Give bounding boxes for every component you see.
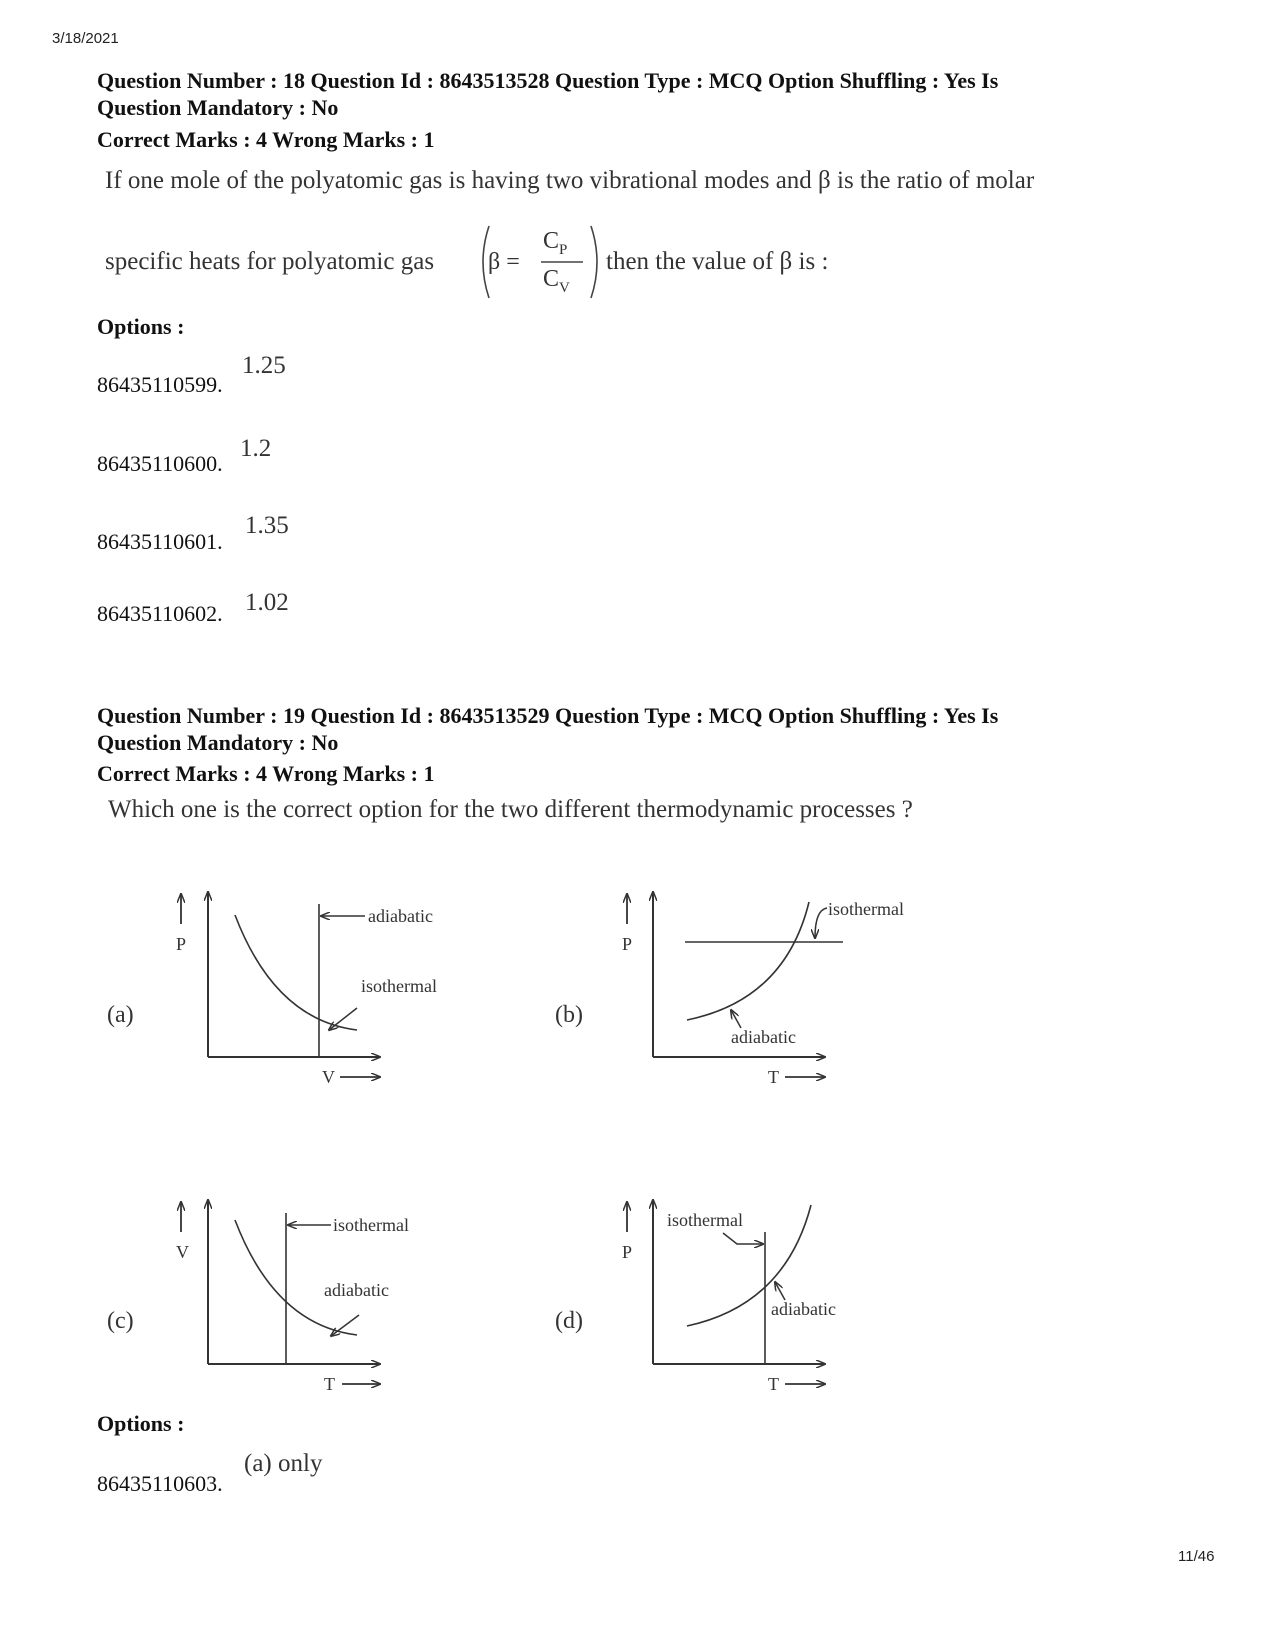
q18-denominator-c: C [543,266,560,292]
q19-graphs [95,880,904,1400]
graph-b [555,892,904,1087]
graph-a [107,892,437,1087]
q18-formula-beta: β = [488,249,520,275]
q19-text: Which one is the correct option for the two different thermodynamic processes ? [108,796,913,823]
graph-c-label: (c) [107,1308,134,1334]
q18-option-1-value[interactable]: 1.25 [242,352,286,379]
graph-d-y-label: P [622,1242,633,1262]
q18-option-2-value[interactable]: 1.2 [240,435,272,462]
graph-b-x-label: T [768,1067,779,1087]
graph-a-x-label: V [322,1067,335,1087]
graph-d-label: (d) [555,1308,583,1334]
q19-marks: Correct Marks : 4 Wrong Marks : 1 [97,761,435,786]
q18-option-3-id: 86435110601. [97,529,223,554]
graph-d-x-label: T [768,1374,779,1394]
graph-b-label: (b) [555,1002,583,1028]
graph-a-pointer-2 [329,1008,357,1030]
graph-c-y-label: V [176,1242,189,1262]
q18-option-4-value[interactable]: 1.02 [245,589,289,616]
graph-b-y-label: P [622,934,633,954]
q18-text-line2b: then the value of β is : [606,248,829,275]
q18-header [97,67,1157,121]
graph-d [555,1200,836,1394]
graph-a-pointer-label-2: isothermal [361,976,437,996]
print-date: 3/18/2021 [52,30,119,47]
page-number: 11/46 [1178,1548,1215,1565]
graph-b-pointer-label-1: isothermal [828,899,904,919]
graph-b-curve [687,902,809,1020]
graph-b-pointer-2 [731,1010,741,1028]
q18-formula-numerator [543,228,567,259]
q19-option-1-value[interactable]: (a) only [244,1450,323,1477]
q18-header-line2: Question Mandatory : No [97,95,339,120]
graph-c-curve [235,1220,357,1335]
graph-c [107,1200,409,1394]
graph-a-y-label: P [176,934,187,954]
q19-options-label: Options : [97,1411,185,1436]
q18-option-1-id: 86435110599. [97,372,223,397]
q18-option-3-value[interactable]: 1.35 [245,512,289,539]
q18-options-label: Options : [97,314,185,339]
graph-d-pointer-2 [775,1282,785,1300]
q18-marks: Correct Marks : 4 Wrong Marks : 1 [97,127,435,152]
q19-header-line2: Question Mandatory : No [97,730,339,755]
q18-option-4-id: 86435110602. [97,601,223,626]
q18-option-2-id: 86435110600. [97,451,223,476]
q18-header-line1: Question Number : 18 Question Id : 8643513528 Question Type : MCQ Option Shuffling : Yes Is [97,68,999,93]
graph-a-label: (a) [107,1002,134,1028]
graph-d-pointer-label-2: adiabatic [771,1299,836,1319]
graph-b-pointer-1 [815,908,827,938]
q18-denominator-sub: V [559,279,570,296]
graph-a-curve [235,915,357,1030]
graph-c-pointer-label-1: isothermal [333,1215,409,1235]
q18-text-line1: If one mole of the polyatomic gas is having two vibrational modes and β is the ratio of molar [105,167,1035,194]
graph-a-pointer-label-1: adiabatic [368,906,433,926]
q18-numerator-sub: P [559,241,568,258]
q19-header [97,702,1157,756]
q18-text-line2a: specific heats for polyatomic gas [105,248,435,275]
q18-formula-denominator [543,266,570,297]
graph-d-pointer-1 [723,1233,763,1244]
graph-c-pointer-label-2: adiabatic [324,1280,389,1300]
q19-option-1-id: 86435110603. [97,1471,223,1496]
graph-c-x-label: T [324,1374,335,1394]
q19-header-line1: Question Number : 19 Question Id : 8643513529 Question Type : MCQ Option Shuffling : Yes Is [97,703,999,728]
graph-d-pointer-label-1: isothermal [667,1210,743,1230]
q18-numerator-c: C [543,228,560,254]
graph-b-pointer-label-2: adiabatic [731,1027,796,1047]
